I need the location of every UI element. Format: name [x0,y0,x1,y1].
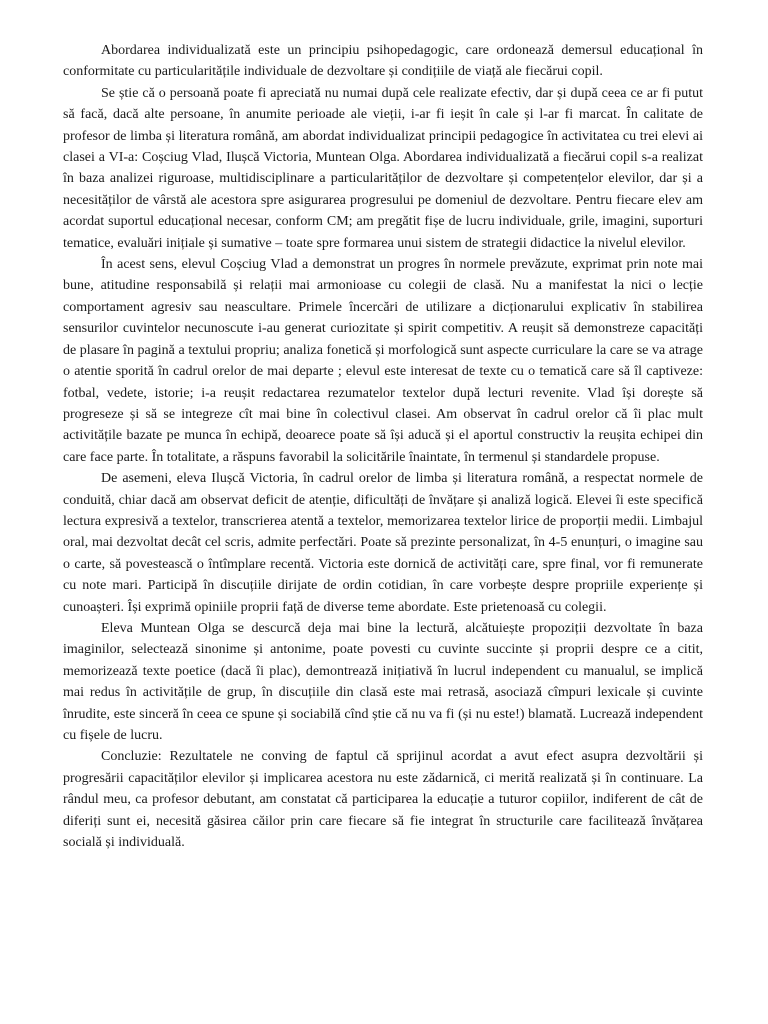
paragraph-intro: Abordarea individualizată este un principiu psihopedagogic, care ordonează demersul educațional în conformitate cu particularitățile individuale de dezvoltare și condițiile de viață ale fiecărui copil. [63,43,703,80]
paragraph-context: Se știe că o persoană poate fi apreciată nu numai după cele realizate efectiv, dar și după ceea ce ar fi putut să facă, dacă alte persoane, în anumite perioade ale vieții, i-ar fi ieșit în cale și l-ar fi marcat. În calitate de profesor de limba și literatura română, am abordat individualizat principii pedagogice în activitatea cu trei elevi ai clasei a VI-a: Coșciug Vlad, Ilușcă Victoria, Muntean Olga. Abordarea individualizată a fiecărui copil s-a realizat în baza analizei riguroase, multidisciplinare a particularităților de dezvoltare și competențelor elevilor, dar și a necesităților de vârstă ale acestora spre asigurarea progresului pe domeniul de dezvoltare. Pentru fiecare elev am acordat suportul educațional necesar, conform CM; am pregătit fișe de lucru individuale, grile, imagini, suporturi tematice, evaluări inițiale și sumative – toate spre formarea unui sistem de strategii didactice la nivelul elevilor. [63,85,703,251]
paragraph-coșciug-vlad: În acest sens, elevul Coșciug Vlad a demonstrat un progres în normele prevăzute, exprimat prin note mai bune, atitudine responsabilă și relații mai armonioase cu colegii de clasă. Nu a manifestat la nici o lecție comportament agresiv sau neascultare. Primele încercări de utilizare a dicționarului explicativ în stabilirea sensurilor cuvintelor necunoscute i-au generat curiozitate și spirit competitiv. A reușit să demonstreze capacități de plasare în pagină a textului propriu; analiza fonetică și morfologică sunt aspecte curriculare la care se va atrage o atentie sporită în cadrul orelor de mai departe ; elevul este interesat de texte cu o tematică care să îl captiveze: fotbal, vedete, istorie; i-a reușit redactarea rezumatelor textelor după lecturi revenite. Vlad își dorește să progreseze și să se integreze cît mai bine în colectivul clasei. Am observat în cadrul orelor că îi plac mult activitățile bazate pe munca în echipă, deoarece poate să își aducă și el aportul constructiv la reușita echipei din care face parte. În totalitate, a răspuns favorabil la solicitările înaintate, în termenul și standardele propuse. [63,257,703,465]
document-page [63,40,703,853]
paragraph-muntean-olga: Eleva Muntean Olga se descurcă deja mai bine la lectură, alcătuiește propoziții dezvoltate în baza imaginilor, selectează sinonime și antonime, poate povesti cu cuvinte succinte și proprii despre ce a citit, memorizează texte poetice (dacă îi plac), demontrează inițiativă în lucrul independent cu manualul, se implică mai redus în activitățile de grup, în discuțiile din clasă este mai retrasă, asociază cîmpuri lexicale și cuvinte înrudite, este sinceră în ceea ce spune și sociabilă cînd știe că nu va fi (și nu este!) blamată. Lucrează independent cu fișele de lucru. [63,620,703,743]
paragraph-ilușcă-victoria: De asemeni, eleva Ilușcă Victoria, în cadrul orelor de limba și literatura română, a respectat normele de conduită, chiar dacă am observat deficit de atenție, dificultăți de învățare și analiză logică. Elevei îi este specifică lectura expresivă a textelor, transcrierea atentă a textelor, memorizarea textelor lirice de proporții medii. Limbajul oral, mai dezvoltat decât cel scris, admite perfectări. Poate să prezinte personalizat, în 4-5 enunțuri, o imagine sau o carte, să povestească o întîmplare recentă. Victoria este dornică de activități care, spre final, vor fi remunerate cu note mari. Participă în discuțiile dirijate de ordin cotidian, în care vorbește despre propriile experiențe și cunoașteri. Își exprimă opiniile proprii față de diverse teme abordate. Este prietenoasă cu colegii. [63,471,703,615]
paragraph-conclusion: Concluzie: Rezultatele ne conving de faptul că sprijinul acordat a avut efect asupra dezvoltării și progresării capacităților elevilor și implicarea acestora nu este zădarnică, ci merită realizată și în continuare. La rândul meu, ca profesor debutant, am constatat că participarea la educație a tuturor copiilor, indiferent de cât de diferiți sunt ei, necesită găsirea căilor prin care fiecare să fie integrat în structurile care facilitează învățarea socială și individuală. [63,749,703,851]
